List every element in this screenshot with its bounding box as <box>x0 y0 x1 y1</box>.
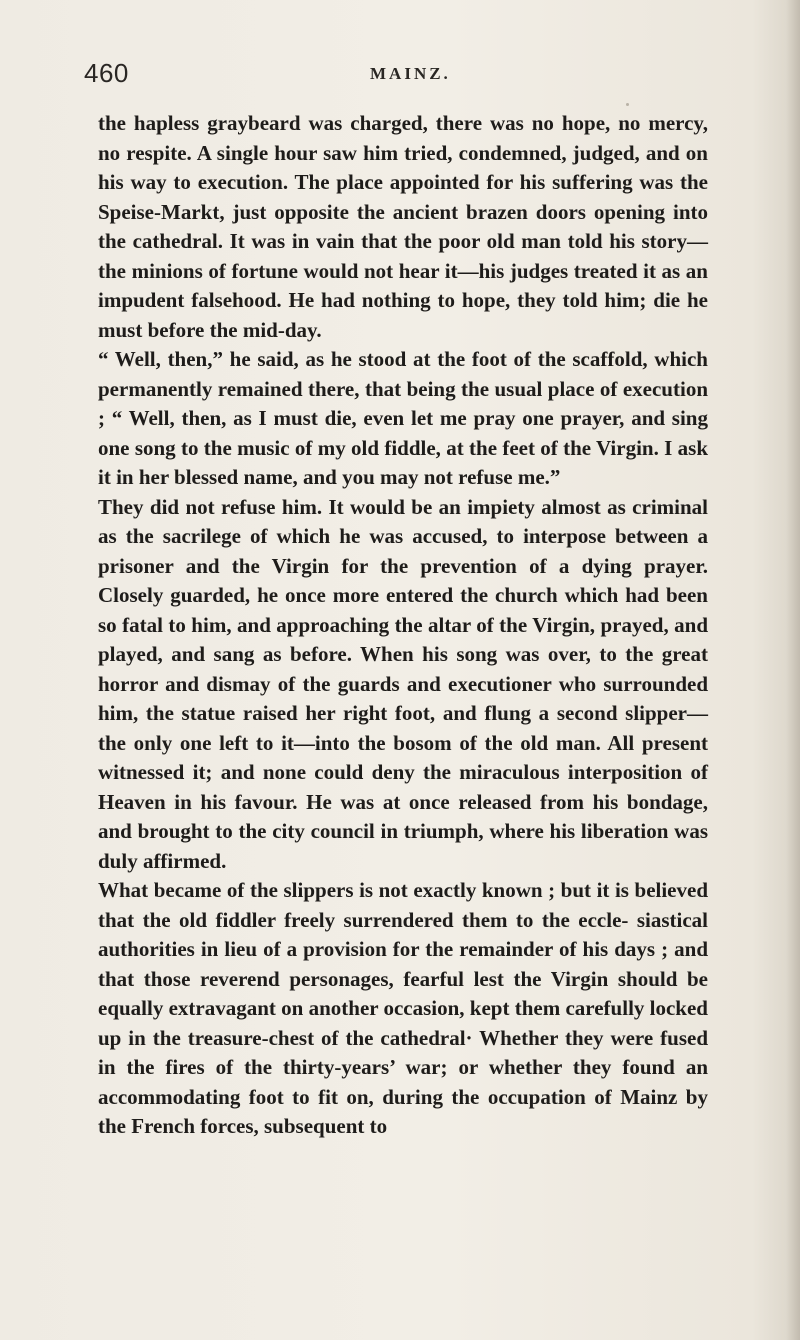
paragraph-2: “ Well, then,” he said, as he stood at the foot of the scaffold, which permanently remained there, that being the usual place of execution ; “ Well, then, as I must die, even let me pray one prayer, and sing one song to the music of my old fiddle, at the feet of the Virgin. I ask it in her blessed name, and you may not refuse me.” <box>98 347 708 489</box>
paragraph-4: What became of the slippers is not exactly known ; but it is believed that the old fiddler freely surrendered them to the eccle- siastical authorities in lieu of a provision for the remainder of his days ; and that those reverend personages, fearful lest the Virgin should be equally extravagant on another occasion, kept them carefully locked up in the treasure-chest of the cathedral· Whether they were fused in the fires of the thirty-years’ war; or whether they found an accommodating foot to fit on, during the occupation of Mainz by the French forces, subsequent to <box>98 878 708 1138</box>
page-number: 460 <box>84 58 129 88</box>
paragraph-3: They did not refuse him. It would be an impiety almost as criminal as the sacrilege of which he was accused, to interpose between a prisoner and the Virgin for the prevention of a dying prayer. Closely guarded, he once more entered the church which had been so fatal to him, and approaching the altar of the Virgin, prayed, and played, and sang as before. When his song was over, to the great horror and dismay of the guards and executioner who surrounded him, the statue raised her right foot, and flung a second slipper—the only one left to it—into the bosom of the old man. All present witnessed it; and none could deny the miraculous interposition of Heaven in his favour. He was at once released from his bondage, and brought to the city council in triumph, where his liberation was duly affirmed. <box>98 494 708 873</box>
paragraph-1: the hapless graybeard was charged, there was no hope, no mercy, no respite. A single hour saw him tried, condemned, judged, and on his way to execution. The place appointed for his suffering was the Speise-Markt, just opposite the ancient brazen doors opening into the cathedral. It was in vain that the poor old man told his story—the minions of fortune would not hear it—his judges treated it as an impudent falsehood. He had nothing to hope, they told him; die he must before the mid-day. <box>98 111 708 342</box>
page-edge-shadow <box>786 0 800 1340</box>
print-speck <box>626 103 629 106</box>
running-head: MAINZ. <box>370 64 451 83</box>
body-text <box>98 109 708 1142</box>
